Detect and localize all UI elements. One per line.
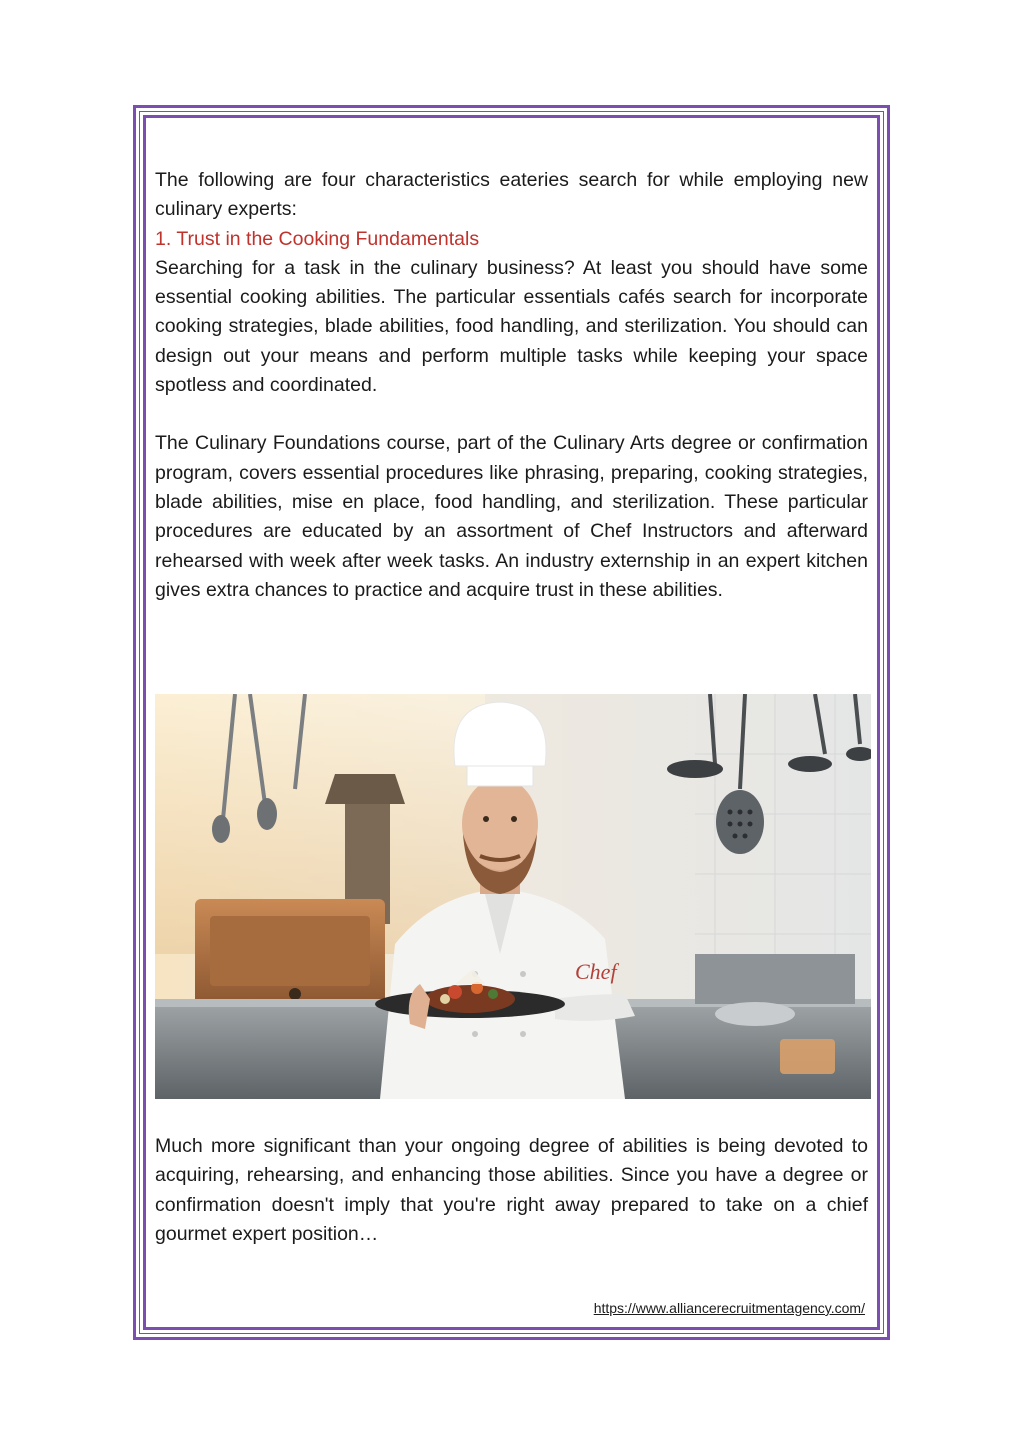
closing-section	[155, 1132, 868, 1249]
footer-url-link[interactable]: https://www.alliancerecruitmentagency.com/	[593, 1300, 865, 1316]
chef-photo	[155, 694, 871, 1099]
closing-paragraph: Much more significant than your ongoing degree of abilities is being devoted to acquiring, rehearsing, and enhancing those abilities. Since you have a degree or confirmation doesn't imply that you're right away prepared to take on a chief gourmet expert position…	[155, 1135, 868, 1245]
intro-paragraph: The following are four characteristics eateries search for while employing new culinary experts:	[155, 169, 868, 221]
section-paragraph-1: Searching for a task in the culinary business? At least you should have some essential cooking abilities. The particular essentials cafés search for incorporate cooking strategies, blade abilities, food handling, and sterilization. You should can design out your means and perform multiple tasks while keeping your space spotless and coordinated.	[155, 256, 868, 397]
jacket-chef-text: Chef	[575, 959, 617, 984]
section-paragraph-2: The Culinary Foundations course, part of the Culinary Arts degree or confirmation program, covers essential procedures like phrasing, preparing, cooking strategies, blade abilities, mise en place, food handling, and sterilization. These particular procedures are educated by an assortment of Chef Instructors and afterward rehearsed with week after week tasks. An industry externship in an expert kitchen gives extra chances to practice and acquire trust in these abilities.	[155, 432, 868, 601]
document-body	[155, 166, 868, 605]
section-heading: 1. Trust in the Cooking Fundamentals	[155, 227, 480, 250]
